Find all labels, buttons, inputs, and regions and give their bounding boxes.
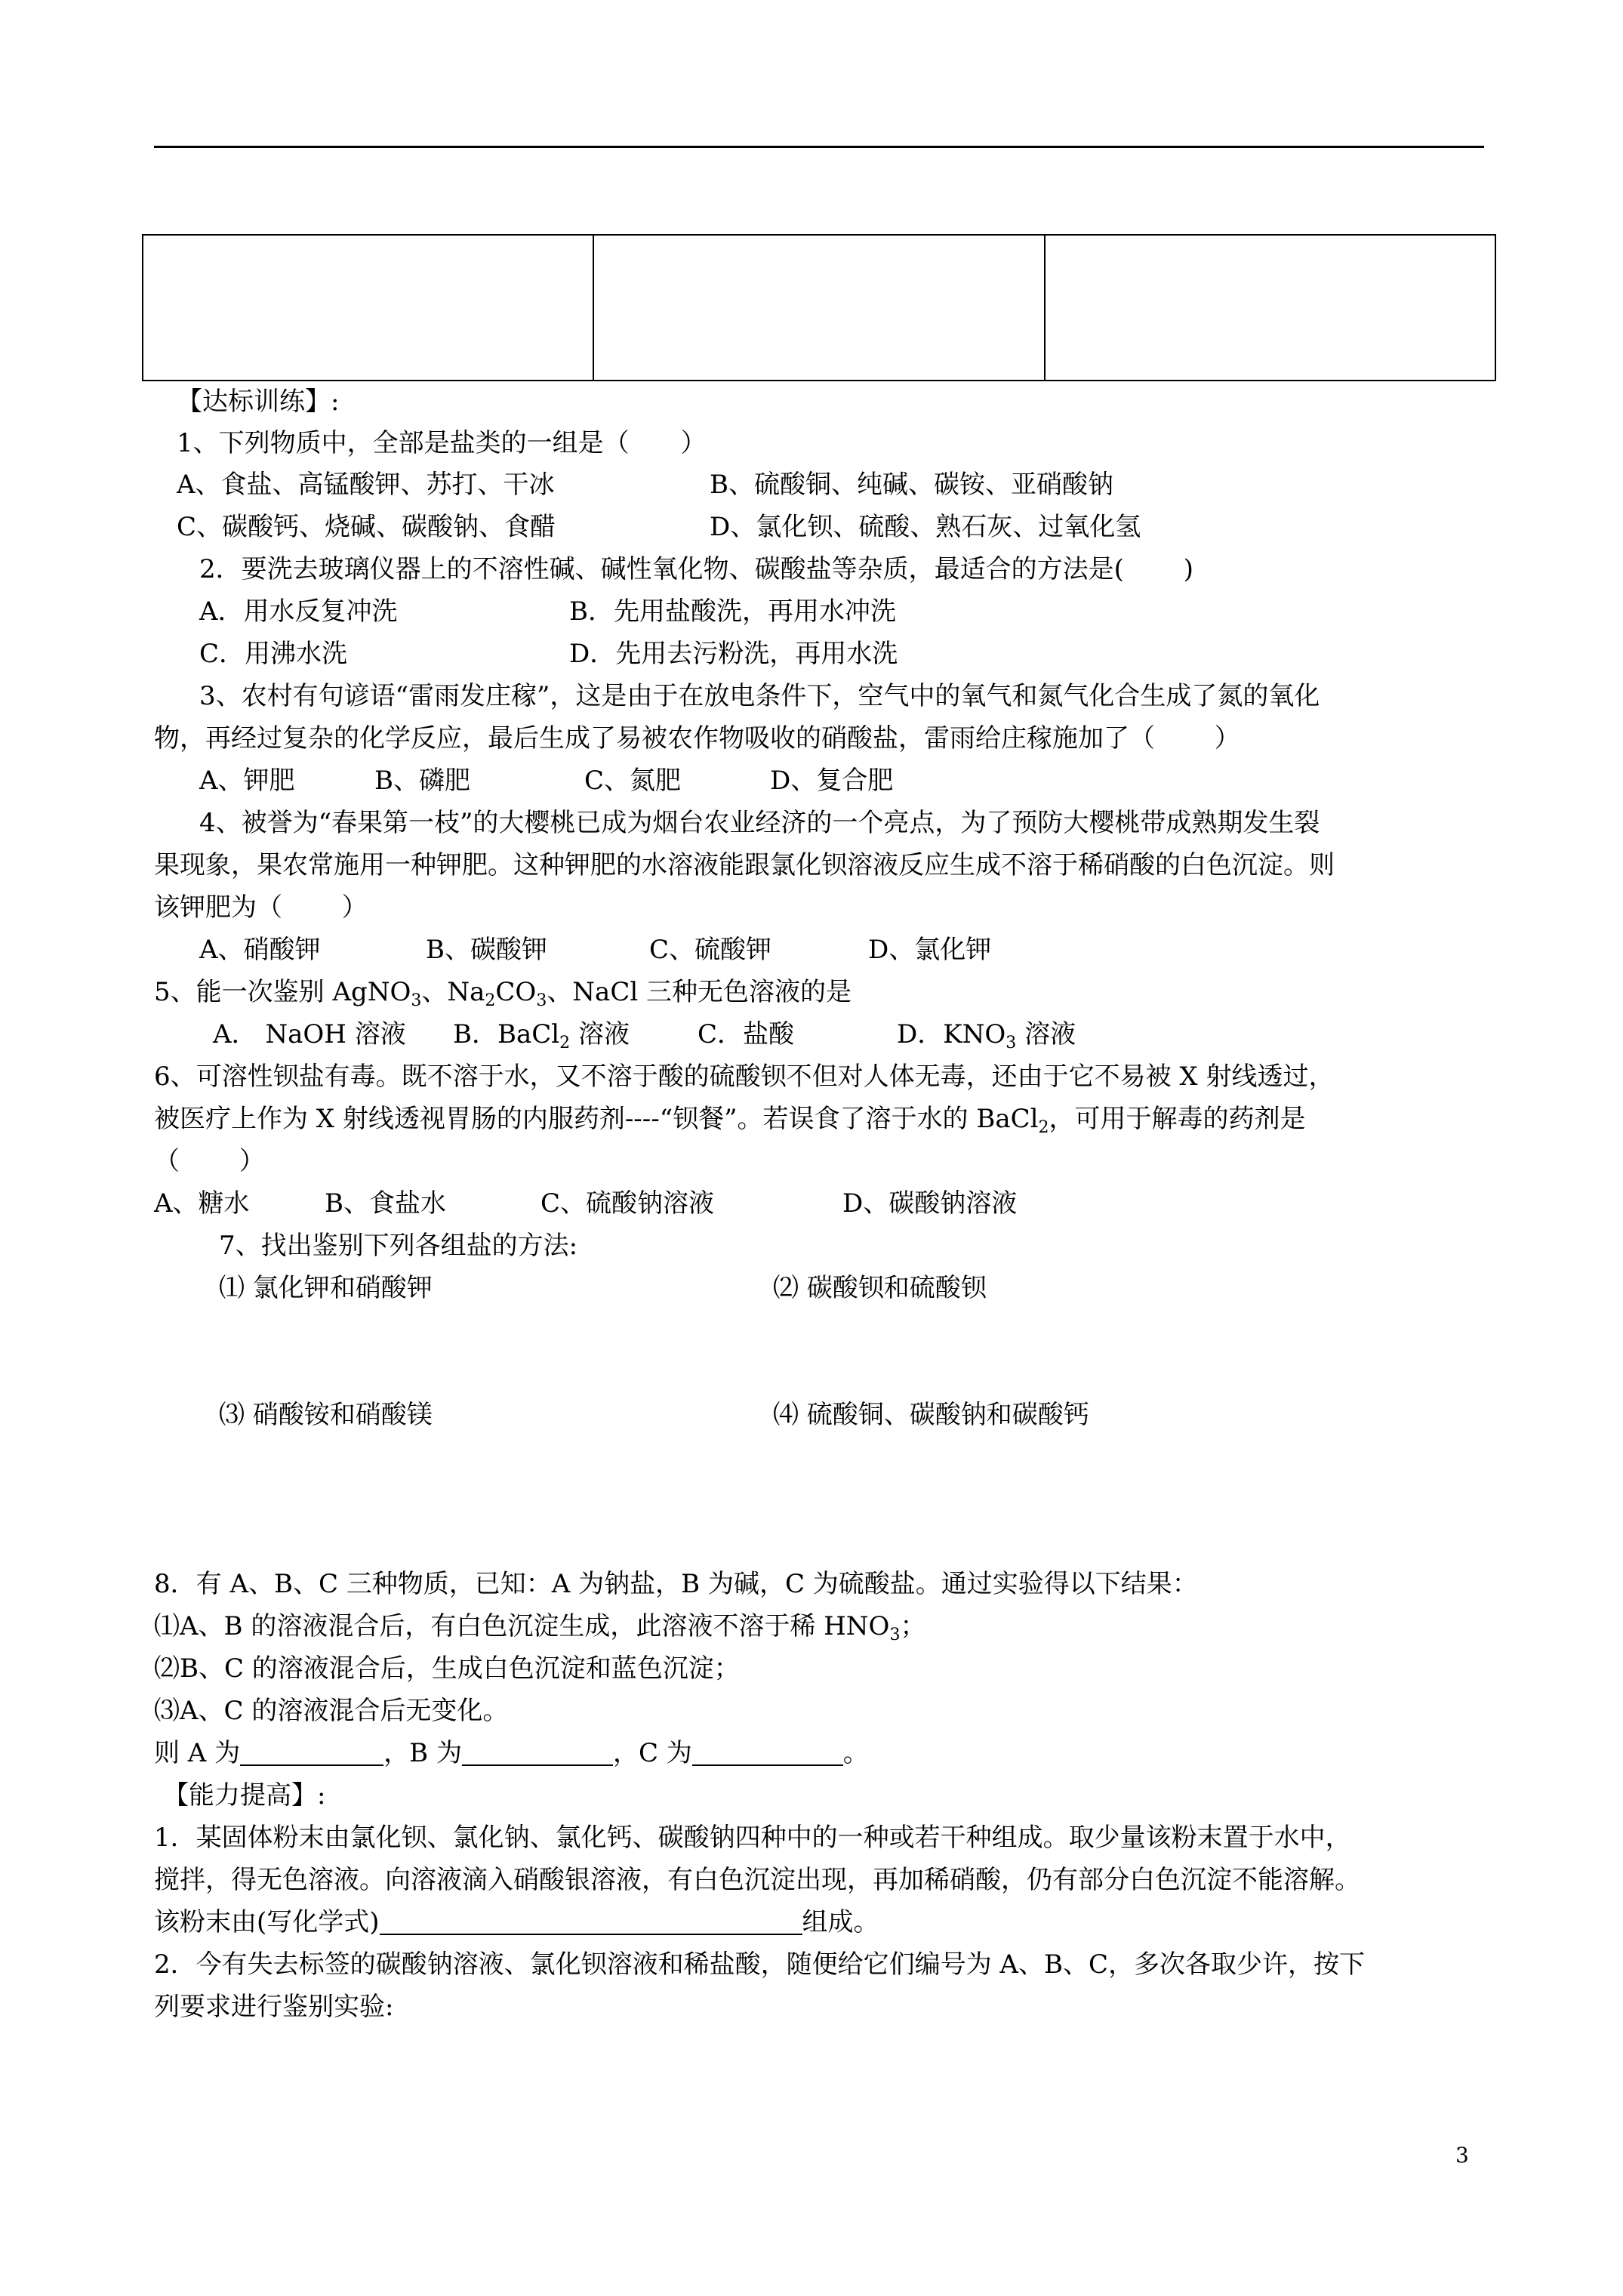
answer-table (142, 234, 1496, 381)
q5-option-c: C．盐酸 (698, 1019, 795, 1049)
q8-result2: ⑵B、C 的溶液混合后，生成白色沉淀和蓝色沉淀； (154, 1653, 740, 1684)
q2-option-a: A．用水反复冲洗 (199, 596, 398, 627)
q7-part1: ⑴ 氯化钾和硝酸钾 (219, 1273, 433, 1303)
q2-option-b: B．先用盐酸洗，再用水冲洗 (569, 596, 896, 627)
q5-option-b: B．BaCl$_2$ 溶液 (453, 1019, 630, 1052)
answer-blank-a[interactable] (240, 1742, 383, 1766)
p2-line1: 2．今有失去标签的碳酸钠溶液、氯化钡溶液和稀盐酸，随便给它们编号为 A、B、C，多次各取少许，按下 (154, 1949, 1365, 1980)
q1-option-a: A、食盐、高锰酸钾、苏打、干冰 (177, 470, 555, 500)
section-title-improve: 【能力提高】: (163, 1780, 326, 1811)
header-rule (154, 146, 1484, 148)
q2-option-c: C．用沸水洗 (199, 639, 348, 669)
p2-line2: 列要求进行鉴别实验: (154, 1992, 394, 2022)
table-cell (1045, 235, 1495, 381)
q8-answer-line: 则 A 为 ，B 为 ，C 为 。 (154, 1738, 869, 1768)
q8-result3: ⑶A、C 的溶液混合后无变化。 (154, 1696, 509, 1726)
q4-line2: 果现象，果农常施用一种钾肥。这种钾肥的水溶液能跟氯化钡溶液反应生成不溶于稀硝酸的白色沉淀。则 (154, 850, 1335, 880)
q2-option-d: D．先用去污粉洗，再用水洗 (569, 639, 898, 669)
q6-line3: （ ） (154, 1146, 265, 1176)
q7-part4: ⑷ 硫酸铜、碳酸钠和碳酸钙 (773, 1400, 1089, 1430)
q1-option-b: B、硫酸铜、纯碱、碳铵、亚硝酸钠 (710, 470, 1113, 500)
q7-part3: ⑶ 硝酸铵和硝酸镁 (219, 1400, 433, 1430)
p1-line1: 1．某固体粉末由氯化钡、氯化钠、氯化钙、碳酸钠四种中的一种或若干种组成。取少量该粉末置于水中， (154, 1823, 1351, 1853)
q4-option-d: D、氯化钾 (868, 935, 992, 965)
q8-stem: 8．有 A、B、C 三种物质，已知：A 为钠盐，B 为碱，C 为硫酸盐。通过实验得以下结果： (154, 1569, 1198, 1599)
q7-stem: 7、找出鉴别下列各组盐的方法: (219, 1231, 578, 1261)
q6-option-a: A、糖水 (154, 1188, 250, 1219)
q3-option-d: D、复合肥 (770, 766, 894, 796)
section-title-training: 【达标训练】: (177, 387, 340, 417)
q4-option-c: C、硫酸钾 (649, 935, 772, 965)
q7-part2: ⑵ 碳酸钡和硫酸钡 (773, 1273, 987, 1303)
q3-option-a: A、钾肥 (199, 766, 295, 796)
q3-option-b: B、磷肥 (374, 766, 470, 796)
q6-option-c: C、硫酸钠溶液 (540, 1188, 715, 1219)
q5-option-d: D．$KNO_3$ 溶液 (897, 1019, 1076, 1052)
q4-option-b: B、碳酸钾 (426, 935, 547, 965)
table-cell (593, 235, 1044, 381)
q2-stem: 2．要洗去玻璃仪器上的不溶性碱、碱性氧化物、碳酸盐等杂质，最适合的方法是( ) (199, 554, 1193, 584)
answer-blank-powder[interactable] (380, 1911, 802, 1935)
q4-line1: 4、被誉为“春果第一枝”的大樱桃已成为烟台农业经济的一个亮点，为了预防大樱桃带成熟期发生裂 (199, 808, 1320, 838)
q8-result1: ⑴A、B 的溶液混合后，有白色沉淀生成，此溶液不溶于稀 $HNO_3$； (154, 1611, 926, 1644)
q6-line1: 6、可溶性钡盐有毒。既不溶于水，又不溶于酸的硫酸钡不但对人体无毒，还由于它不易被 X 射线透过， (154, 1062, 1335, 1092)
q3-line1: 3、农村有句谚语“雷雨发庄稼”，这是由于在放电条件下，空气中的氧气和氮气化合生成了氮的氧化 (199, 681, 1320, 711)
q6-line2: 被医疗上作为 X 射线透视胃肠的内服药剂----“钡餐”。若误食了溶于水的 BaCl$_2$，可用于解毒的药剂是 (154, 1104, 1306, 1137)
q5-option-a: A． NaOH 溶液 (213, 1019, 406, 1049)
q4-option-a: A、硝酸钾 (199, 935, 321, 965)
q4-line3: 该钾肥为（ ） (154, 892, 368, 923)
q3-option-c: C、氮肥 (584, 766, 682, 796)
page-number: 3 (1455, 2143, 1469, 2168)
q1-stem: 1、下列物质中，全部是盐类的一组是（ ） (177, 428, 707, 458)
p1-line3: 该粉末由(写化学式) 组成。 (154, 1907, 879, 1937)
q6-option-b: B、食盐水 (325, 1188, 446, 1219)
q3-line2: 物，再经过复杂的化学反应，最后生成了易被农作物吸收的硝酸盐，雷雨给庄稼施加了（ ） (154, 723, 1240, 754)
q5-stem: 5、能一次鉴别 AgNO$_3$、$Na_2CO_3$、NaCl 三种无色溶液的是 (154, 977, 852, 1010)
p1-line2: 搅拌，得无色溶液。向溶液滴入硝酸银溶液，有白色沉淀出现，再加稀硝酸，仍有部分白色沉淀不能溶解。 (154, 1865, 1360, 1895)
answer-blank-b[interactable] (462, 1742, 613, 1766)
q6-option-d: D、碳酸钠溶液 (842, 1188, 1018, 1219)
table-cell (143, 235, 593, 381)
q1-option-d: D、氯化钡、硫酸、熟石灰、过氧化氢 (710, 512, 1141, 542)
q1-option-c: C、碳酸钙、烧碱、碳酸钠、食醋 (177, 512, 556, 542)
answer-blank-c[interactable] (692, 1742, 843, 1766)
